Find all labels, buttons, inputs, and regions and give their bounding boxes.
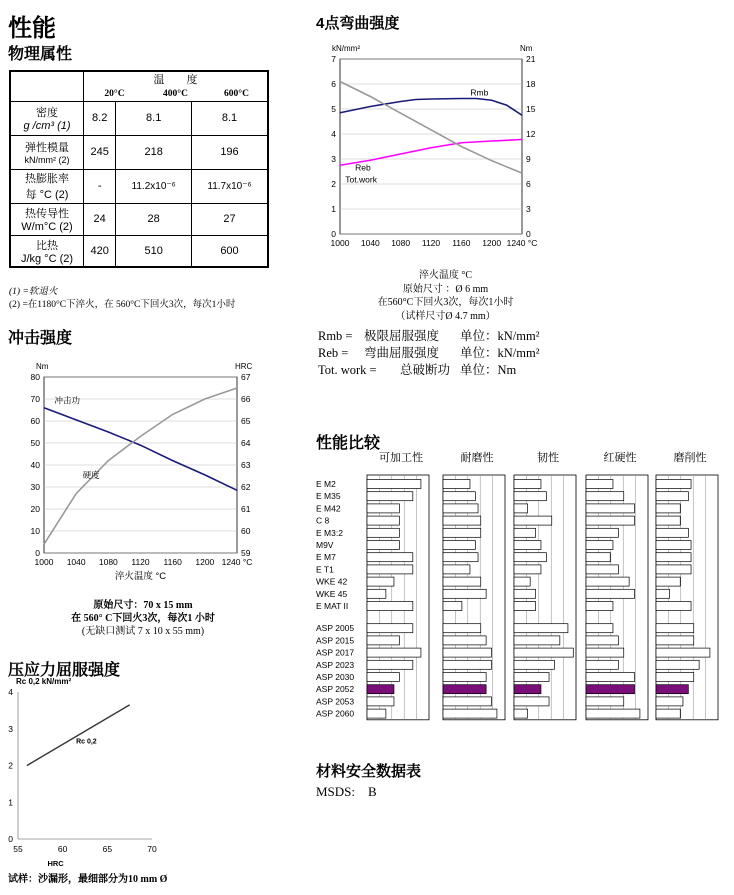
bar: [367, 480, 421, 489]
bar: [443, 660, 492, 669]
y-axis-label-left: kN/mm²: [332, 44, 360, 53]
y-tick-label-right: 65: [241, 416, 251, 426]
bar: [367, 516, 399, 525]
y-tick-label-left: 30: [30, 482, 40, 492]
bar: [656, 589, 669, 598]
cell: 28: [116, 203, 192, 235]
category-label: ASP 2060: [316, 708, 355, 719]
bar: [586, 660, 618, 669]
x-tick-label: 70: [147, 844, 157, 854]
y-tick-label-left: 50: [30, 438, 40, 448]
bar: [656, 709, 680, 718]
bar: [367, 528, 399, 537]
bar: [443, 589, 486, 598]
bar: [367, 685, 394, 694]
bar: [367, 602, 413, 611]
bar: [514, 697, 549, 706]
y-tick-label-right: 0: [526, 229, 531, 239]
legend-reb: Reb = 弯曲屈服强度 单位：kN/mm²: [318, 346, 540, 360]
column-header: 韧性: [537, 452, 559, 464]
bar: [656, 492, 688, 501]
x-tick-label: 1080: [391, 238, 411, 248]
bar: [443, 553, 478, 562]
y-tick-label-left: 60: [30, 416, 40, 426]
physical-properties-table: [9, 70, 269, 268]
bar: [443, 480, 470, 489]
cell: 11.2x10⁻⁶: [116, 169, 192, 203]
bar: [656, 541, 691, 550]
bar: [586, 528, 618, 537]
bar: [367, 492, 413, 501]
bar: [656, 648, 710, 657]
legend-rmb: Rmb = 极限屈服强度 单位：kN/mm²: [318, 329, 540, 343]
x-tick-label: 65: [102, 844, 113, 854]
bend-caption-1: 淬火温度 °C: [418, 270, 473, 281]
bar: [656, 504, 680, 513]
category-label: WKE 45: [316, 588, 348, 599]
y-tick-label-right: 66: [241, 394, 251, 404]
y-tick-label-right: 67: [241, 372, 251, 382]
x-tick-label: 1240 °C: [506, 238, 538, 248]
bar: [514, 516, 552, 525]
column-header: 可加工性: [379, 452, 423, 464]
y-tick-label-left: 1: [331, 204, 336, 214]
y-tick-label-left: 2: [331, 179, 336, 189]
category-label: M9V: [316, 540, 334, 550]
bar: [514, 602, 536, 611]
bar: [367, 553, 413, 562]
bar: [586, 624, 613, 633]
category-label: E M2: [316, 479, 336, 489]
table-row: [10, 101, 268, 135]
x-tick-label: 1160: [452, 238, 471, 248]
bar: [656, 577, 680, 586]
bar: [443, 697, 492, 706]
x-tick-label: 1240 °C: [221, 557, 253, 567]
category-label: WKE 42: [316, 576, 348, 587]
cell: 8.1: [192, 101, 269, 135]
y-tick-label-left: 7: [331, 54, 336, 64]
y-tick-label-right: 62: [241, 482, 251, 492]
row-unit: g /cm³ (1): [23, 120, 71, 132]
bar: [443, 685, 486, 694]
bar: [367, 577, 394, 586]
y-tick-label-left: 0: [35, 548, 40, 558]
bend-heading: 4点弯曲强度: [316, 15, 400, 32]
category-label: ASP 2030: [316, 672, 355, 682]
table-row: [10, 169, 268, 203]
bar: [367, 589, 386, 598]
x-tick-label: 55: [13, 844, 23, 854]
bar: [586, 480, 613, 489]
bar: [514, 504, 527, 513]
x-tick-label: 60: [57, 844, 68, 854]
bar: [656, 565, 691, 574]
bend-legend: [318, 328, 539, 379]
bar: [367, 636, 399, 645]
series-line-1: [44, 388, 237, 544]
bar: [586, 492, 624, 501]
x-tick-label: 1040: [360, 238, 380, 248]
y-tick-label-left: 10: [30, 526, 40, 536]
page-title: 性能: [8, 15, 56, 42]
series-label: 硬度: [82, 470, 100, 481]
bar: [656, 553, 691, 562]
compare-chart: [310, 445, 734, 735]
cell: 8.1: [116, 101, 192, 135]
bar: [367, 504, 399, 513]
y-tick-label-right: 18: [526, 79, 536, 89]
y-tick-label-right: 64: [241, 438, 251, 448]
y-axis-label-right: Nm: [520, 44, 533, 53]
y-tick-label-right: 63: [241, 460, 251, 470]
cell: 600: [192, 235, 269, 267]
series-label: Tot.work: [345, 174, 377, 185]
y-tick-label: 1: [8, 797, 13, 808]
bar: [656, 516, 680, 525]
y-tick-label-left: 40: [30, 460, 40, 470]
bar: [443, 528, 481, 537]
bar: [443, 636, 486, 645]
category-label: E M35: [316, 491, 341, 502]
compare-heading: 性能比较: [316, 435, 381, 452]
y-tick-label-left: 80: [30, 372, 40, 382]
bar: [443, 577, 481, 586]
x-tick-label: 1160: [163, 557, 182, 567]
y-tick-label-right: 9: [526, 154, 531, 164]
msds-text: MSDS: B: [316, 784, 377, 799]
cell: 218: [116, 135, 192, 169]
bar: [586, 565, 618, 574]
y-tick-label-right: 15: [526, 104, 536, 114]
bar: [443, 709, 497, 718]
y-tick-label: 0: [8, 834, 13, 844]
bar: [367, 660, 413, 669]
y-tick-label-right: 12: [526, 129, 536, 139]
x-axis-label: HRC: [47, 859, 64, 868]
bar: [514, 541, 541, 550]
bend-caption-4: （试样尺寸Ø 4.7 mm）: [395, 311, 496, 322]
bar: [656, 685, 688, 694]
category-label: E MAT II: [316, 601, 349, 611]
impact-caption-1: 原始尺寸：70 x 15 mm: [93, 600, 193, 611]
temp-400: 400°C: [163, 89, 188, 100]
cell: 420: [84, 235, 116, 267]
bar: [443, 648, 492, 657]
bar: [514, 685, 541, 694]
row-label: 比热: [36, 239, 58, 252]
cell: 196: [192, 135, 269, 169]
x-tick-label: 1040: [66, 557, 86, 567]
category-label: E M7: [316, 552, 336, 563]
bend-chart: [318, 38, 588, 260]
bar: [656, 624, 694, 633]
bar: [443, 602, 462, 611]
y-tick-label-right: 59: [241, 548, 251, 558]
cell: -: [84, 169, 116, 203]
series-label: Reb: [355, 162, 371, 173]
y-axis-label-right: HRC: [235, 362, 253, 371]
cell: 11.7x10⁻⁶: [192, 169, 269, 203]
row-unit: 每 °C (2): [25, 189, 69, 201]
category-label: ASP 2052: [316, 684, 355, 695]
bar: [586, 504, 635, 513]
bend-caption-3: 在560°C下回火3次，每次1小时: [377, 297, 514, 308]
y-tick-label-right: 60: [241, 526, 251, 536]
x-axis-label: 淬火温度 °C: [114, 571, 167, 582]
cell: 27: [192, 203, 269, 235]
temperature-label: 温 度: [153, 74, 198, 87]
bar: [443, 492, 475, 501]
bar: [586, 648, 624, 657]
y-tick-label-left: 20: [30, 504, 40, 514]
category-label: ASP 2005: [316, 623, 355, 634]
row-label: 热膨胀率: [25, 173, 69, 185]
bar: [656, 697, 683, 706]
impact-caption-2: 在 560° C下回火3次，每次1 小时: [71, 613, 215, 624]
y-tick-label-right: 6: [526, 179, 531, 189]
series-line-0: [340, 99, 522, 116]
y-tick-label-right: 61: [241, 504, 251, 514]
bar: [514, 553, 546, 562]
bar: [586, 673, 635, 682]
bar: [367, 709, 386, 718]
y-tick-label-left: 0: [331, 229, 336, 239]
bar: [514, 565, 541, 574]
bar: [514, 577, 530, 586]
bar: [656, 602, 691, 611]
legend-tot-work: Tot. work = 总破断功 单位：Nm: [318, 363, 517, 377]
x-tick-label: 1000: [330, 238, 350, 248]
bar: [586, 709, 640, 718]
bar: [586, 636, 618, 645]
cell: 24: [84, 203, 116, 235]
y-tick-label-left: 70: [30, 394, 40, 404]
x-tick-label: 1000: [34, 557, 54, 567]
series-line: [27, 705, 130, 766]
bar: [514, 528, 536, 537]
series-line-2: [340, 82, 522, 174]
temp-600: 600°C: [224, 89, 249, 100]
bar: [367, 673, 399, 682]
y-tick-label-left: 3: [331, 154, 336, 164]
bar: [367, 541, 399, 550]
bar: [367, 565, 413, 574]
chart-title: Rc 0,2 kN/mm²: [16, 677, 72, 686]
x-tick-label: 1200: [482, 238, 502, 248]
bar: [514, 673, 549, 682]
bar: [586, 697, 624, 706]
bend-caption-2: 原始尺寸 ：Ø 6 mm: [402, 284, 489, 295]
category-label: ASP 2017: [316, 647, 355, 658]
y-axis-label-left: Nm: [36, 362, 49, 371]
category-label: C 8: [316, 515, 330, 526]
y-tick-label-right: 3: [526, 204, 531, 214]
table-row: [10, 135, 268, 169]
series-label: Rc 0,2: [76, 738, 97, 746]
category-label: E M3:2: [316, 527, 343, 538]
bar: [514, 636, 560, 645]
bar: [586, 516, 635, 525]
y-tick-label: 4: [8, 687, 13, 697]
temp-20: 20°C: [104, 89, 125, 100]
x-tick-label: 1120: [131, 557, 150, 567]
bar: [443, 565, 470, 574]
cell: 245: [84, 135, 116, 169]
column-header: 红硬性: [603, 452, 637, 464]
row-label: 密度: [36, 107, 58, 119]
row-label: 弹性模量: [25, 142, 69, 154]
row-unit: kN/mm² (2): [24, 155, 70, 165]
y-tick-label: 2: [8, 760, 13, 771]
bar: [656, 660, 699, 669]
y-tick-label-left: 5: [331, 104, 336, 114]
bar: [367, 624, 413, 633]
series-label: Rmb: [470, 87, 489, 98]
column-header: 耐磨性: [460, 452, 494, 464]
bar: [514, 589, 536, 598]
bar: [514, 648, 573, 657]
bar: [514, 480, 541, 489]
msds-heading: 材料安全数据表: [316, 763, 422, 780]
bar: [514, 492, 546, 501]
bar: [586, 577, 629, 586]
bar: [443, 541, 475, 550]
y-tick-label-left: 4: [331, 129, 336, 139]
bar: [514, 660, 554, 669]
note-2: (2) =在1180°C下淬火，在 560°C下回火3次，每次1小时: [9, 300, 236, 310]
bar: [586, 685, 635, 694]
category-label: E M42: [316, 503, 341, 514]
bar: [443, 504, 478, 513]
row-unit: J/kg °C (2): [20, 252, 74, 265]
x-tick-label: 1200: [195, 557, 215, 567]
category-label: ASP 2015: [316, 635, 355, 646]
bar: [443, 624, 481, 633]
y-tick-label-left: 6: [331, 79, 336, 89]
bar: [367, 697, 394, 706]
compress-caption: 试样：沙漏形，最细部分为10 mm Ø: [8, 874, 168, 885]
column-header: 磨削性: [673, 452, 707, 464]
y-tick-label-right: 21: [526, 54, 536, 64]
cell: 510: [116, 235, 192, 267]
x-tick-label: 1120: [421, 238, 441, 248]
category-label: ASP 2023: [316, 659, 355, 670]
bar: [656, 480, 691, 489]
impact-chart: [8, 350, 273, 590]
bar: [656, 636, 694, 645]
category-label: ASP 2053: [316, 696, 355, 707]
x-tick-label: 1080: [98, 557, 118, 567]
bar: [443, 516, 481, 525]
row-label: 热传导性: [25, 208, 69, 220]
y-tick-label: 3: [8, 723, 13, 734]
bar: [514, 709, 527, 718]
compress-chart: [4, 672, 164, 872]
table-row: [10, 235, 268, 267]
table-row: [10, 203, 268, 235]
bar: [656, 673, 694, 682]
row-unit: W/m°C (2): [21, 221, 73, 233]
compress-heading: 压应力屈服强度: [8, 662, 121, 679]
series-label: 冲击功: [54, 395, 80, 406]
plot-frame: [340, 59, 522, 234]
bar: [586, 589, 635, 598]
bar: [443, 673, 486, 682]
bar: [586, 553, 610, 562]
bar: [586, 541, 613, 550]
category-label: E T1: [316, 564, 334, 575]
bar: [367, 648, 421, 657]
series-line-0: [44, 408, 237, 491]
impact-caption-3: (无缺口测试 7 x 10 x 55 mm): [81, 626, 205, 637]
cell: 8.2: [84, 101, 116, 135]
physical-heading: 物理属性: [8, 46, 73, 63]
bar: [514, 624, 568, 633]
bar: [586, 602, 613, 611]
impact-heading: 冲击强度: [8, 330, 73, 347]
bar: [656, 528, 688, 537]
note-1: (1) =软退火: [9, 287, 58, 297]
